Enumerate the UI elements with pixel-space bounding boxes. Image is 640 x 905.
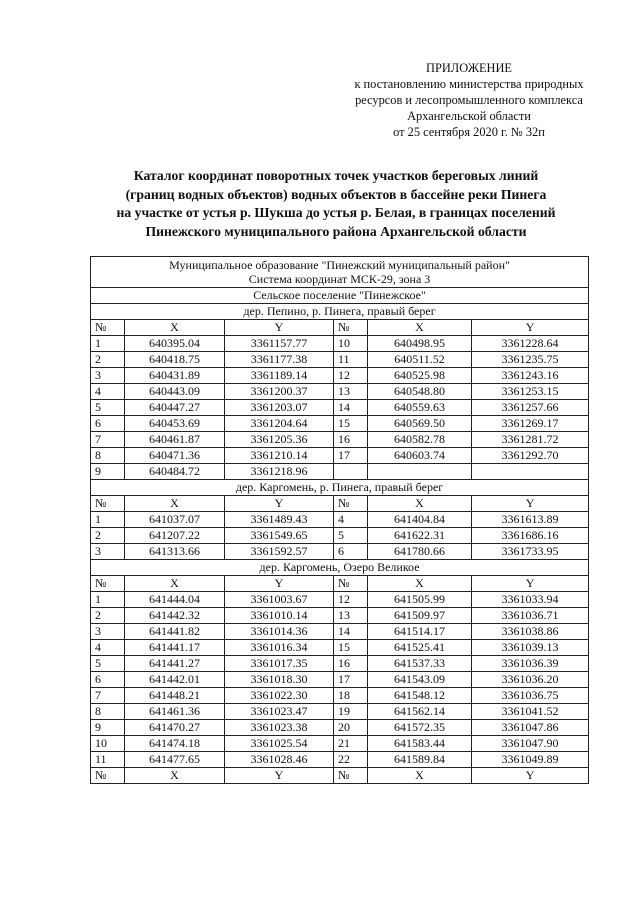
point-number: 1	[91, 592, 125, 608]
x-coordinate: 641548.12	[368, 688, 472, 704]
point-number: 1	[91, 512, 125, 528]
x-coordinate: 640525.98	[368, 368, 472, 384]
y-coordinate	[472, 464, 589, 480]
y-coordinate: 3361023.38	[225, 720, 334, 736]
y-coordinate: 3361023.47	[225, 704, 334, 720]
y-coordinate: 3361235.75	[472, 352, 589, 368]
y-coordinate: 3361018.30	[225, 672, 334, 688]
table-row	[91, 288, 589, 304]
point-number: 13	[334, 608, 368, 624]
column-header-number: №	[91, 576, 125, 592]
y-coordinate: 3361036.20	[472, 672, 589, 688]
y-coordinate: 3361025.54	[225, 736, 334, 752]
point-number	[334, 464, 368, 480]
title-line: на участке от устья р. Шукша до устья р. Белая, в границах поселений	[116, 205, 556, 220]
x-coordinate: 641477.65	[125, 752, 225, 768]
table-row	[91, 608, 589, 624]
column-header-x: X	[368, 576, 472, 592]
y-coordinate: 3361292.70	[472, 448, 589, 464]
section-heading-row	[91, 560, 589, 576]
point-number: 2	[91, 608, 125, 624]
y-coordinate: 3361049.89	[472, 752, 589, 768]
y-coordinate: 3361200.37	[225, 384, 334, 400]
x-coordinate: 641461.36	[125, 704, 225, 720]
y-coordinate: 3361010.14	[225, 608, 334, 624]
appendix-line: к постановлению министерства природных	[354, 77, 584, 91]
column-header-number: №	[91, 768, 125, 784]
point-number: 3	[91, 544, 125, 560]
column-header-number: №	[334, 320, 368, 336]
x-coordinate: 641441.82	[125, 624, 225, 640]
column-header-number: №	[334, 768, 368, 784]
x-coordinate: 640603.74	[368, 448, 472, 464]
x-coordinate: 641622.31	[368, 528, 472, 544]
x-coordinate: 641470.27	[125, 720, 225, 736]
x-coordinate: 640418.75	[125, 352, 225, 368]
x-coordinate: 640461.87	[125, 432, 225, 448]
table-row	[91, 432, 589, 448]
x-coordinate: 641207.22	[125, 528, 225, 544]
point-number: 9	[91, 720, 125, 736]
municipality-name: Муниципальное образование "Пинежский муниципальный район"	[169, 258, 510, 272]
table-row	[91, 736, 589, 752]
y-coordinate: 3361039.13	[472, 640, 589, 656]
table-row	[91, 640, 589, 656]
x-coordinate: 640395.04	[125, 336, 225, 352]
point-number: 12	[334, 592, 368, 608]
appendix-line: от 25 сентября 2020 г. № 32п	[393, 125, 545, 139]
y-coordinate: 3361613.89	[472, 512, 589, 528]
y-coordinate: 3361733.95	[472, 544, 589, 560]
point-number: 1	[91, 336, 125, 352]
table-row	[91, 448, 589, 464]
column-header-number: №	[334, 576, 368, 592]
point-number: 4	[91, 384, 125, 400]
coordinates-table-body	[91, 257, 589, 784]
section-heading: дер. Пепино, р. Пинега, правый берег	[91, 304, 589, 320]
y-coordinate: 3361157.77	[225, 336, 334, 352]
column-header-x: X	[368, 320, 472, 336]
y-coordinate: 3361205.36	[225, 432, 334, 448]
y-coordinate: 3361686.16	[472, 528, 589, 544]
point-number: 19	[334, 704, 368, 720]
x-coordinate: 641572.35	[368, 720, 472, 736]
x-coordinate: 641562.14	[368, 704, 472, 720]
x-coordinate: 640569.50	[368, 416, 472, 432]
point-number: 16	[334, 656, 368, 672]
column-header-number: №	[334, 496, 368, 512]
column-header-y: Y	[472, 576, 589, 592]
column-header-x: X	[368, 768, 472, 784]
column-header-x: X	[125, 576, 225, 592]
point-number: 11	[334, 352, 368, 368]
y-coordinate: 3361041.52	[472, 704, 589, 720]
point-number: 12	[334, 368, 368, 384]
point-number: 14	[334, 624, 368, 640]
y-coordinate: 3361047.90	[472, 736, 589, 752]
point-number: 8	[91, 448, 125, 464]
table-row	[91, 512, 589, 528]
table-row	[91, 416, 589, 432]
point-number: 2	[91, 352, 125, 368]
section-heading: дер. Каргомень, Озеро Великое	[91, 560, 589, 576]
column-header-row	[91, 576, 589, 592]
point-number: 15	[334, 640, 368, 656]
x-coordinate: 640471.36	[125, 448, 225, 464]
table-row	[91, 752, 589, 768]
x-coordinate: 641537.33	[368, 656, 472, 672]
x-coordinate: 640498.95	[368, 336, 472, 352]
point-number: 5	[91, 656, 125, 672]
table-row	[91, 720, 589, 736]
table-row	[91, 704, 589, 720]
y-coordinate: 3361028.46	[225, 752, 334, 768]
coordinates-table	[90, 256, 589, 784]
appendix-line: Архангельской области	[407, 109, 531, 123]
x-coordinate: 641589.84	[368, 752, 472, 768]
table-row	[91, 592, 589, 608]
appendix-line: ПРИЛОЖЕНИЕ	[426, 61, 512, 75]
point-number: 8	[91, 704, 125, 720]
x-coordinate: 641474.18	[125, 736, 225, 752]
coordinate-system: Система координат МСК-29, зона 3	[248, 272, 431, 286]
x-coordinate: 641441.27	[125, 656, 225, 672]
y-coordinate: 3361269.17	[472, 416, 589, 432]
point-number: 22	[334, 752, 368, 768]
settlement-name: Сельское поселение "Пинежское"	[91, 288, 589, 304]
x-coordinate: 640453.69	[125, 416, 225, 432]
x-coordinate: 640447.27	[125, 400, 225, 416]
column-header-row	[91, 320, 589, 336]
point-number: 6	[91, 672, 125, 688]
y-coordinate: 3361033.94	[472, 592, 589, 608]
y-coordinate: 3361016.34	[225, 640, 334, 656]
x-coordinate: 641037.07	[125, 512, 225, 528]
y-coordinate: 3361257.66	[472, 400, 589, 416]
y-coordinate: 3361003.67	[225, 592, 334, 608]
title-line: Каталог координат поворотных точек участков береговых линий	[133, 168, 539, 183]
table-row	[91, 672, 589, 688]
point-number: 10	[334, 336, 368, 352]
point-number: 21	[334, 736, 368, 752]
y-coordinate: 3361189.14	[225, 368, 334, 384]
y-coordinate: 3361228.64	[472, 336, 589, 352]
table-row	[91, 368, 589, 384]
y-coordinate: 3361592.57	[225, 544, 334, 560]
column-header-number: №	[91, 496, 125, 512]
column-header-y: Y	[472, 320, 589, 336]
point-number: 17	[334, 448, 368, 464]
point-number: 11	[91, 752, 125, 768]
point-number: 10	[91, 736, 125, 752]
x-coordinate: 640559.63	[368, 400, 472, 416]
column-header-y: Y	[225, 496, 334, 512]
table-row	[91, 336, 589, 352]
section-heading-row	[91, 480, 589, 496]
column-header-y: Y	[225, 768, 334, 784]
column-header-row	[91, 768, 589, 784]
x-coordinate: 641525.41	[368, 640, 472, 656]
table-row	[91, 400, 589, 416]
y-coordinate: 3361036.71	[472, 608, 589, 624]
point-number: 6	[91, 416, 125, 432]
column-header-y: Y	[225, 320, 334, 336]
y-coordinate: 3361489.43	[225, 512, 334, 528]
municipality-cell	[91, 257, 589, 288]
title-line: Пинежского муниципального района Архангельской области	[145, 223, 527, 239]
y-coordinate: 3361036.75	[472, 688, 589, 704]
column-header-row	[91, 496, 589, 512]
point-number: 6	[334, 544, 368, 560]
point-number: 4	[91, 640, 125, 656]
table-row	[91, 464, 589, 480]
x-coordinate: 640511.52	[368, 352, 472, 368]
point-number: 15	[334, 416, 368, 432]
column-header-x: X	[125, 496, 225, 512]
x-coordinate: 641313.66	[125, 544, 225, 560]
point-number: 4	[334, 512, 368, 528]
x-coordinate: 641780.66	[368, 544, 472, 560]
x-coordinate: 641442.32	[125, 608, 225, 624]
x-coordinate: 641444.04	[125, 592, 225, 608]
point-number: 16	[334, 432, 368, 448]
x-coordinate: 640582.78	[368, 432, 472, 448]
y-coordinate: 3361218.96	[225, 464, 334, 480]
point-number: 18	[334, 688, 368, 704]
point-number: 3	[91, 368, 125, 384]
table-row	[91, 352, 589, 368]
y-coordinate: 3361014.36	[225, 624, 334, 640]
point-number: 5	[334, 528, 368, 544]
x-coordinate	[368, 464, 472, 480]
y-coordinate: 3361177.38	[225, 352, 334, 368]
column-header-x: X	[125, 768, 225, 784]
x-coordinate: 641514.17	[368, 624, 472, 640]
y-coordinate: 3361203.07	[225, 400, 334, 416]
x-coordinate: 641404.84	[368, 512, 472, 528]
y-coordinate: 3361210.14	[225, 448, 334, 464]
x-coordinate: 641583.44	[368, 736, 472, 752]
x-coordinate: 640548.80	[368, 384, 472, 400]
x-coordinate: 640431.89	[125, 368, 225, 384]
x-coordinate: 641509.97	[368, 608, 472, 624]
title-line: (границ водных объектов) водных объектов в бассейне реки Пинега	[125, 186, 547, 202]
x-coordinate: 641505.99	[368, 592, 472, 608]
column-header-x: X	[125, 320, 225, 336]
x-coordinate: 641543.09	[368, 672, 472, 688]
y-coordinate: 3361281.72	[472, 432, 589, 448]
table-row	[91, 688, 589, 704]
y-coordinate: 3361017.35	[225, 656, 334, 672]
y-coordinate: 3361204.64	[225, 416, 334, 432]
point-number: 20	[334, 720, 368, 736]
point-number: 14	[334, 400, 368, 416]
table-row	[91, 257, 589, 288]
x-coordinate: 641442.01	[125, 672, 225, 688]
point-number: 7	[91, 432, 125, 448]
document-title	[80, 167, 592, 241]
y-coordinate: 3361253.15	[472, 384, 589, 400]
appendix-line: ресурсов и лесопромышленного комплекса	[355, 93, 583, 107]
point-number: 2	[91, 528, 125, 544]
y-coordinate: 3361243.16	[472, 368, 589, 384]
section-heading: дер. Каргомень, р. Пинега, правый берег	[91, 480, 589, 496]
table-row	[91, 624, 589, 640]
y-coordinate: 3361038.86	[472, 624, 589, 640]
x-coordinate: 641448.21	[125, 688, 225, 704]
column-header-y: Y	[225, 576, 334, 592]
column-header-number: №	[91, 320, 125, 336]
table-row	[91, 528, 589, 544]
x-coordinate: 640443.09	[125, 384, 225, 400]
y-coordinate: 3361549.65	[225, 528, 334, 544]
column-header-y: Y	[472, 496, 589, 512]
point-number: 3	[91, 624, 125, 640]
table-row	[91, 384, 589, 400]
y-coordinate: 3361022.30	[225, 688, 334, 704]
point-number: 9	[91, 464, 125, 480]
column-header-y: Y	[472, 768, 589, 784]
y-coordinate: 3361047.86	[472, 720, 589, 736]
point-number: 17	[334, 672, 368, 688]
table-row	[91, 656, 589, 672]
point-number: 7	[91, 688, 125, 704]
point-number: 5	[91, 400, 125, 416]
column-header-x: X	[368, 496, 472, 512]
section-heading-row	[91, 304, 589, 320]
table-row	[91, 544, 589, 560]
appendix-header	[340, 60, 598, 140]
x-coordinate: 641441.17	[125, 640, 225, 656]
x-coordinate: 640484.72	[125, 464, 225, 480]
point-number: 13	[334, 384, 368, 400]
y-coordinate: 3361036.39	[472, 656, 589, 672]
